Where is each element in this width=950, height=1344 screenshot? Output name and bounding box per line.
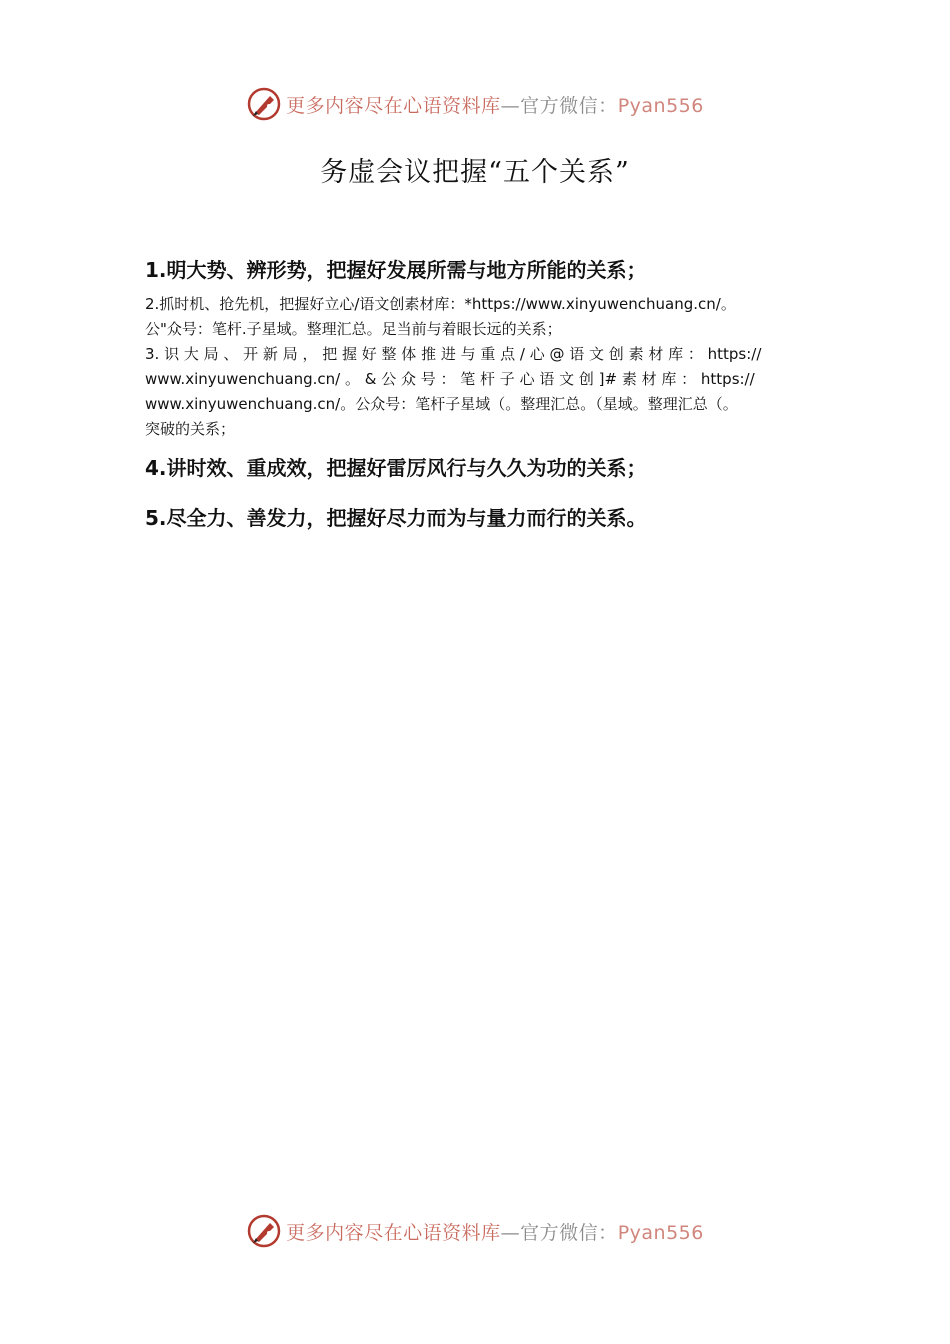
- section-heading-1: 1.明大势、辨形势，把握好发展所需与地方所能的关系；: [145, 258, 647, 282]
- section-3-line-1: 3. 识 大 局 、 开 新 局 ， 把 握 好 整 体 推 进 与 重 点 / 心 @ 语 文 创 素 材 库 ： https://: [145, 345, 762, 363]
- footer-text-main: 更多内容尽在心语资料库: [286, 1221, 501, 1244]
- banner-text-wechat-label: —官方微信：: [500, 94, 618, 117]
- footer-banner: [0, 1209, 950, 1253]
- footer-text-wechat-label: —官方微信：: [500, 1221, 618, 1244]
- page-title: 务虚会议把握“五个关系”: [320, 157, 630, 188]
- section-heading-4: 4.讲时效、重成效，把握好雷厉风行与久久为功的关系；: [145, 456, 647, 480]
- banner-text-main: 更多内容尽在心语资料库: [286, 94, 501, 117]
- section-paragraph-2: [145, 292, 825, 342]
- banner-text-wechat-id: Pyan556: [617, 94, 704, 117]
- pen-nib-logo-icon: [246, 86, 282, 122]
- section-3-line-3: www.xinyuwenchuang.cn/。公众号：笔杆子星域（。整理汇总。（星域。整理汇总（。: [145, 395, 738, 413]
- footer-text-wechat-id: Pyan556: [617, 1221, 704, 1244]
- section-paragraph-3: [145, 342, 825, 442]
- section-2-line-1: 2.抓时机、抢先机，把握好立心/语文创素材库：*https://www.xinyuwenchuang.cn/。: [145, 295, 736, 313]
- pen-nib-logo-icon: [246, 1213, 282, 1249]
- header-banner: [0, 82, 950, 126]
- section-3-line-2: www.xinyuwenchuang.cn/ 。 & 公 众 号 ： 笔 杆 子 心 语 文 创 ]# 素 材 库 ： https://: [145, 370, 755, 388]
- section-heading-5: 5.尽全力、善发力，把握好尽力而为与量力而行的关系。: [145, 506, 647, 530]
- section-3-line-4: 突破的关系；: [145, 420, 236, 438]
- section-2-line-2: 公"众号：笔杆.子星域。整理汇总。足当前与着眼长远的关系；: [145, 320, 562, 338]
- document-body: [145, 254, 825, 534]
